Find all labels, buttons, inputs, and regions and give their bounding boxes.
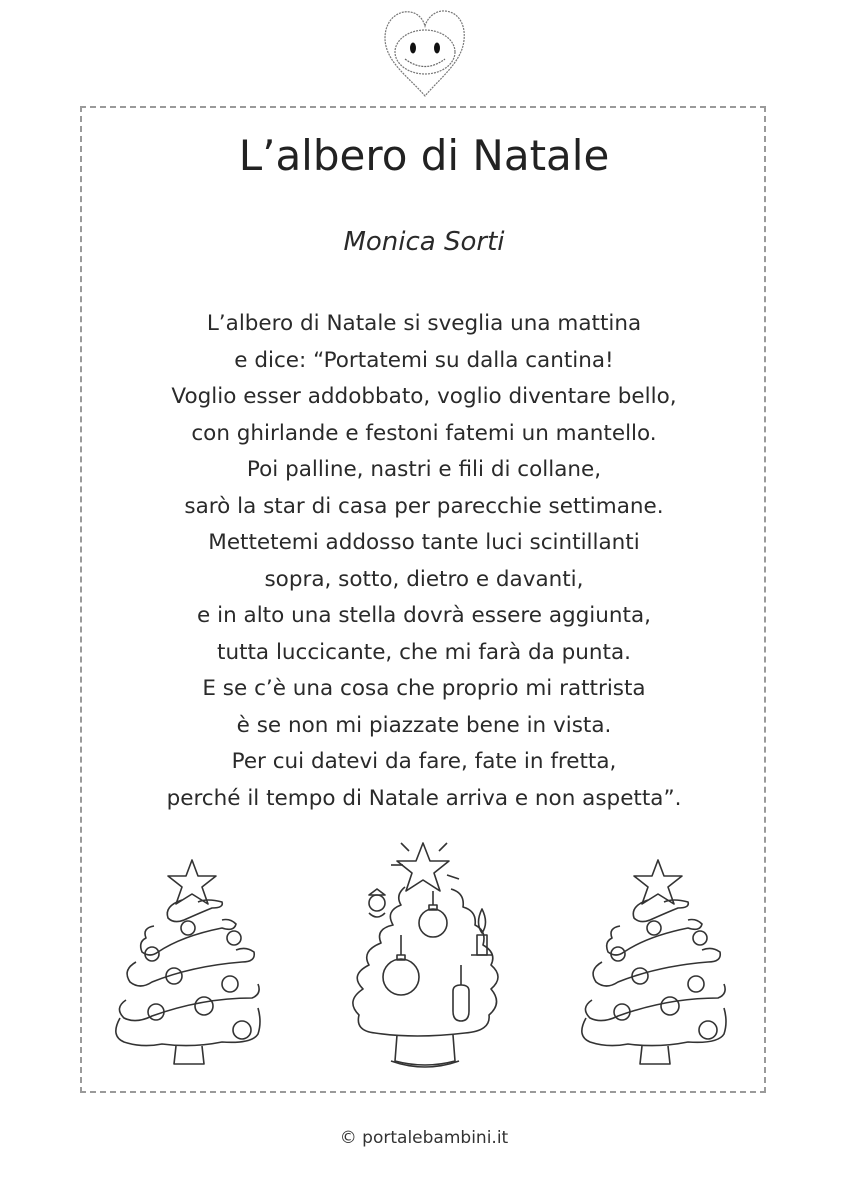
poem-line: Mettetemi addosso tante luci scintillanti <box>208 530 640 555</box>
poem-line: perché il tempo di Natale arriva e non aspetta”. <box>166 785 682 811</box>
christmas-tree-garland-icon <box>112 858 262 1068</box>
poem-line: con ghirlande e festoni fatemi un mantello. <box>191 420 657 446</box>
poem-line: Per cui datevi da fare, fate in fretta, <box>231 749 617 774</box>
poem-line: Voglio esser addobbato, voglio diventare bello, <box>171 384 677 409</box>
poem-line: sopra, sotto, dietro e davanti, <box>264 566 584 592</box>
poem-line: e in alto una stella dovrà essere aggiunta, <box>197 603 651 628</box>
poem-title: L’albero di Natale <box>238 131 610 180</box>
copyright-footer: © portalebambini.it <box>339 1128 509 1148</box>
poem-body <box>0 306 848 817</box>
christmas-tree-ornaments-icon <box>335 835 515 1075</box>
poem-line: è se non mi piazzate bene in vista. <box>236 712 612 738</box>
poem-line: L’albero di Natale si sveglia una mattina <box>206 311 642 336</box>
christmas-tree-garland-icon <box>578 858 728 1068</box>
poem-line: sarò la star di casa per parecchie settimane. <box>184 493 664 519</box>
smiley-heart-icon <box>380 4 470 100</box>
poem-line: tutta luccicante, che mi farà da punta. <box>217 639 631 665</box>
poem-line: E se c’è una cosa che proprio mi rattrista <box>202 676 646 701</box>
poem-line: e dice: “Portatemi su dalla cantina! <box>234 347 614 373</box>
poem-line: Poi palline, nastri e fili di collane, <box>246 457 602 482</box>
poem-author: Monica Sorti <box>343 227 505 257</box>
